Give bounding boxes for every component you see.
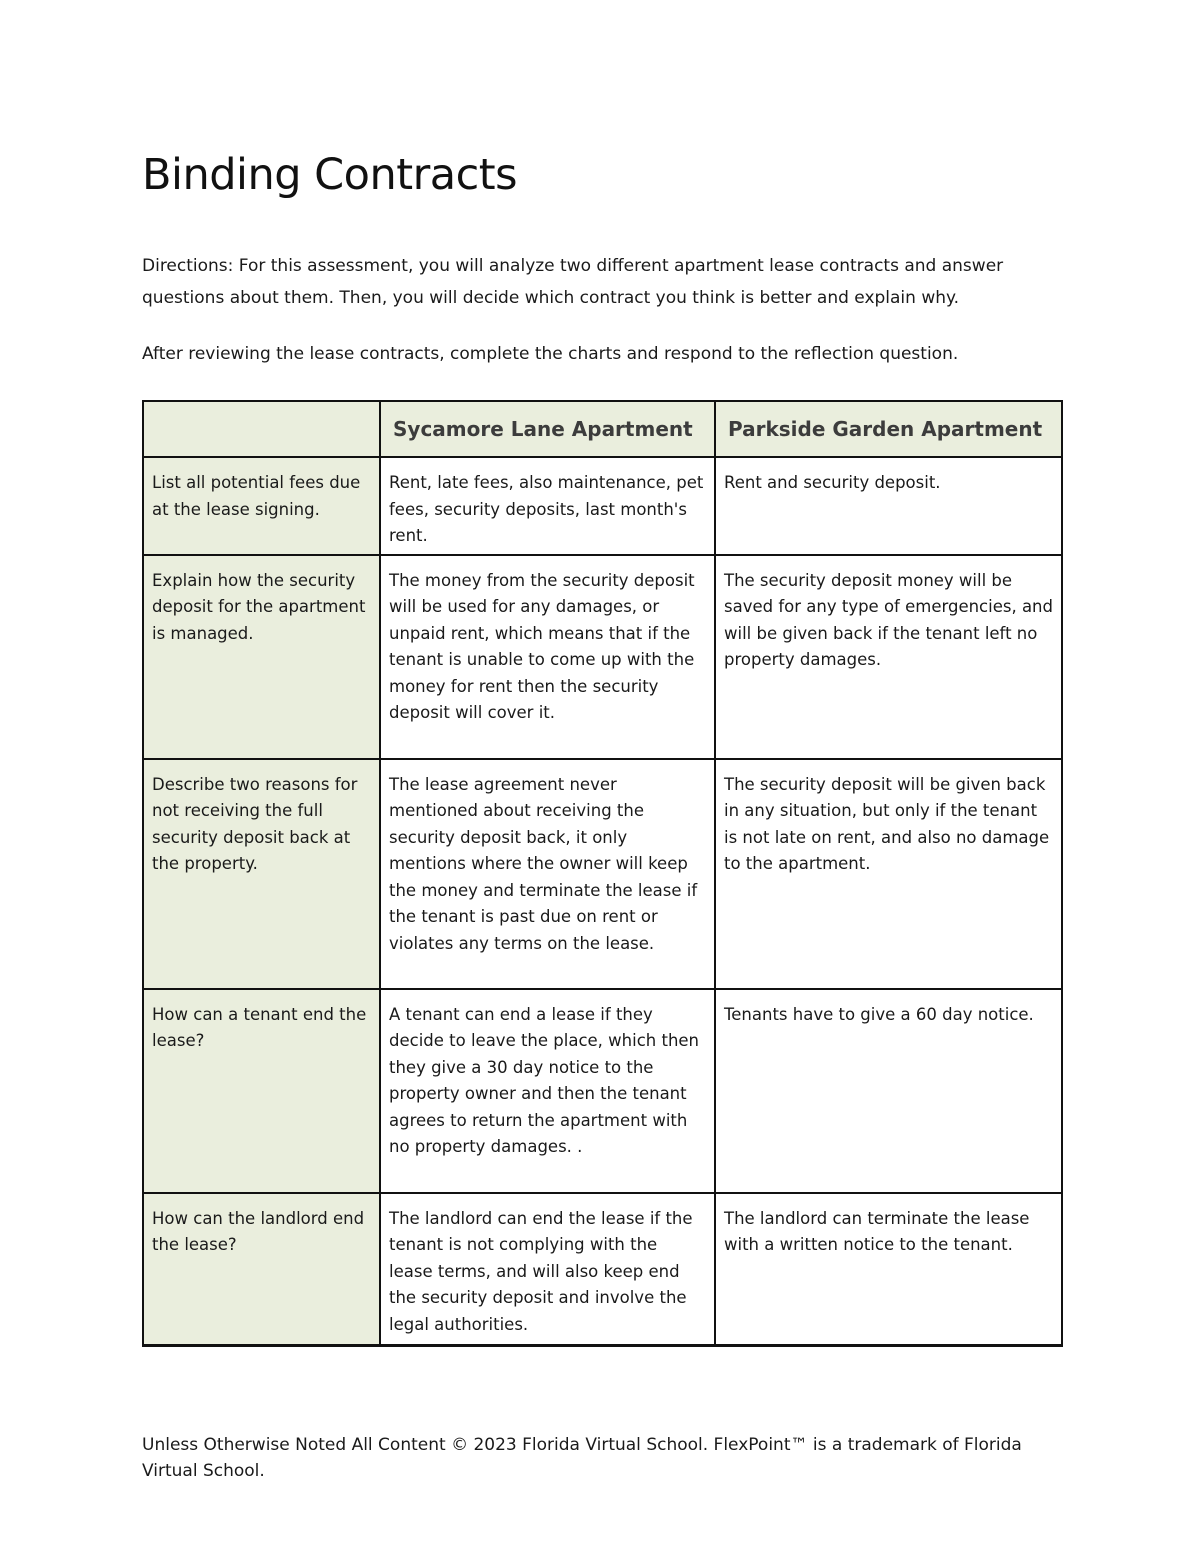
question-cell: How can the landlord end the lease? (143, 1193, 380, 1346)
sycamore-answer-cell[interactable]: The landlord can end the lease if the tenant is not complying with the lease terms, and will also keep end the security deposit and involve the legal authorities. (380, 1193, 715, 1346)
lease-comparison-table (142, 400, 1063, 1347)
sycamore-answer-cell[interactable]: Rent, late fees, also maintenance, pet fees, security deposits, last month's rent. (380, 457, 715, 555)
table-row (143, 989, 1062, 1193)
parkside-answer-cell[interactable]: The security deposit money will be saved for any type of emergencies, and will be given back if the tenant left no property damages. (715, 555, 1062, 759)
header-sycamore: Sycamore Lane Apartment (380, 401, 715, 457)
directions-text: Directions: For this assessment, you will analyze two different apartment lease contracts and answer questions about them. Then, you will decide which contract you think is better and explain why. (142, 256, 1004, 308)
sycamore-answer-cell[interactable]: The money from the security deposit will be used for any damages, or unpaid rent, which means that if the tenant is unable to come up with the money for rent then the security deposit will cover it. (380, 555, 715, 759)
table-row (143, 555, 1062, 759)
parkside-answer-cell[interactable]: Rent and security deposit. (715, 457, 1062, 555)
sycamore-answer-cell[interactable]: A tenant can end a lease if they decide to leave the place, which then they give a 30 day notice to the property owner and then the tenant agrees to return the apartment with no property damages. . (380, 989, 715, 1193)
header-parkside: Parkside Garden Apartment (715, 401, 1062, 457)
table-row (143, 1193, 1062, 1346)
instruction-text: After reviewing the lease contracts, complete the charts and respond to the reflection question. (142, 344, 959, 364)
parkside-answer-cell[interactable]: The landlord can terminate the lease with a written notice to the tenant. (715, 1193, 1062, 1346)
question-cell: Describe two reasons for not receiving the full security deposit back at the property. (143, 759, 380, 989)
page-title: Binding Contracts (142, 150, 518, 200)
copyright-footer: Unless Otherwise Noted All Content © 2023 Florida Virtual School. FlexPoint™ is a trademark of Florida Virtual School. (142, 1435, 1022, 1481)
header-blank-cell (143, 401, 380, 457)
question-cell: How can a tenant end the lease? (143, 989, 380, 1193)
table-row (143, 759, 1062, 989)
sycamore-answer-cell[interactable]: The lease agreement never mentioned about receiving the security deposit back, it only mentions where the owner will keep the money and terminate the lease if the tenant is past due on rent or violates any terms on the lease. (380, 759, 715, 989)
parkside-answer-cell[interactable]: The security deposit will be given back in any situation, but only if the tenant is not late on rent, and also no damage to the apartment. (715, 759, 1062, 989)
table-row (143, 457, 1062, 555)
question-cell: List all potential fees due at the lease signing. (143, 457, 380, 555)
table-header-row (143, 401, 1062, 457)
question-cell: Explain how the security deposit for the apartment is managed. (143, 555, 380, 759)
parkside-answer-cell[interactable]: Tenants have to give a 60 day notice. (715, 989, 1062, 1193)
